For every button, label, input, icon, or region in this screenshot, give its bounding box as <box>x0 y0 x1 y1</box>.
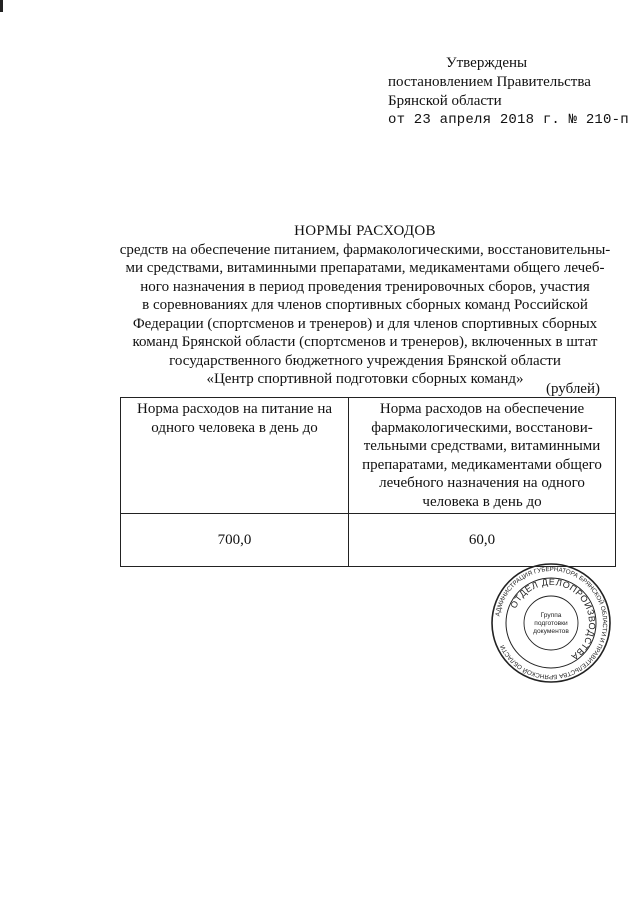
stamp-outer-text: АДМИНИСТРАЦИЯ ГУБЕРНАТОРА БРЯНСКОЙ ОБЛАСТИ И ПРАВИТЕЛЬСТВА БРЯНСКОЙ ОБЛАСТИ <box>494 565 609 681</box>
title-line: государственного бюджетного учреждения Брянской области <box>169 352 561 369</box>
header-line: фармакологическими, восстанови- <box>371 419 593 436</box>
approval-line-2: постановлением Правительства <box>388 74 591 90</box>
approval-date-line: от 23 апреля 2018 г. № 210-п <box>388 112 629 128</box>
title-line: Федерации (спортсменов и тренеров) и для членов спортивных сборных <box>132 315 598 332</box>
norms-table <box>120 397 616 567</box>
header-line: человека в день до <box>422 493 542 510</box>
approval-line-1: Утверждены <box>446 55 528 71</box>
document-title: НОРМЫ РАСХОДОВ <box>294 223 436 239</box>
header-line: препаратами, медикаментами общего <box>362 456 602 473</box>
approval-line-3: Брянской области <box>388 93 502 109</box>
header-line: Норма расходов на обеспечение <box>379 401 585 417</box>
approval-block <box>388 54 629 130</box>
stamp-center-line: документов <box>533 628 569 635</box>
food-norm-value: 700,0 <box>121 514 349 567</box>
title-line: команд Брянской области (спортсменов и тренеров), включенных в штат <box>132 334 598 350</box>
title-line: ного назначения в период проведения тренировочных сборов, участия <box>140 278 590 295</box>
table-row <box>121 514 616 567</box>
header-line: лечебного назначения на одного <box>379 475 585 491</box>
header-line: одного человека в день до <box>151 419 318 436</box>
header-line: Норма расходов на питание на <box>136 401 332 417</box>
header-line: тельными средствами, витаминными <box>363 438 601 454</box>
header-food-norm <box>121 398 349 514</box>
units-label: (рублей) <box>545 381 600 397</box>
medical-norm-value: 60,0 <box>349 514 616 567</box>
header-medical-norm <box>349 398 616 514</box>
stamp-center-line: Группа <box>540 612 562 619</box>
stamp-inner-text: ОТДЕЛ ДЕЛОПРОИЗВОДСТВА <box>508 576 598 663</box>
official-stamp <box>490 562 612 684</box>
title-line: «Центр спортивной подготовки сборных команд» <box>206 371 524 387</box>
title-line: средств на обеспечение питанием, фармакологическими, восстановительны- <box>119 241 611 258</box>
stamp-center-line: подготовки <box>534 620 568 627</box>
corner-mark <box>0 0 3 12</box>
title-line: ми средствами, витаминными препаратами, медикаментами общего лечеб- <box>125 260 605 276</box>
title-line: в соревнованиях для членов спортивных сборных команд Российской <box>142 297 588 313</box>
title-block <box>100 222 630 389</box>
table-header-row <box>121 398 616 514</box>
